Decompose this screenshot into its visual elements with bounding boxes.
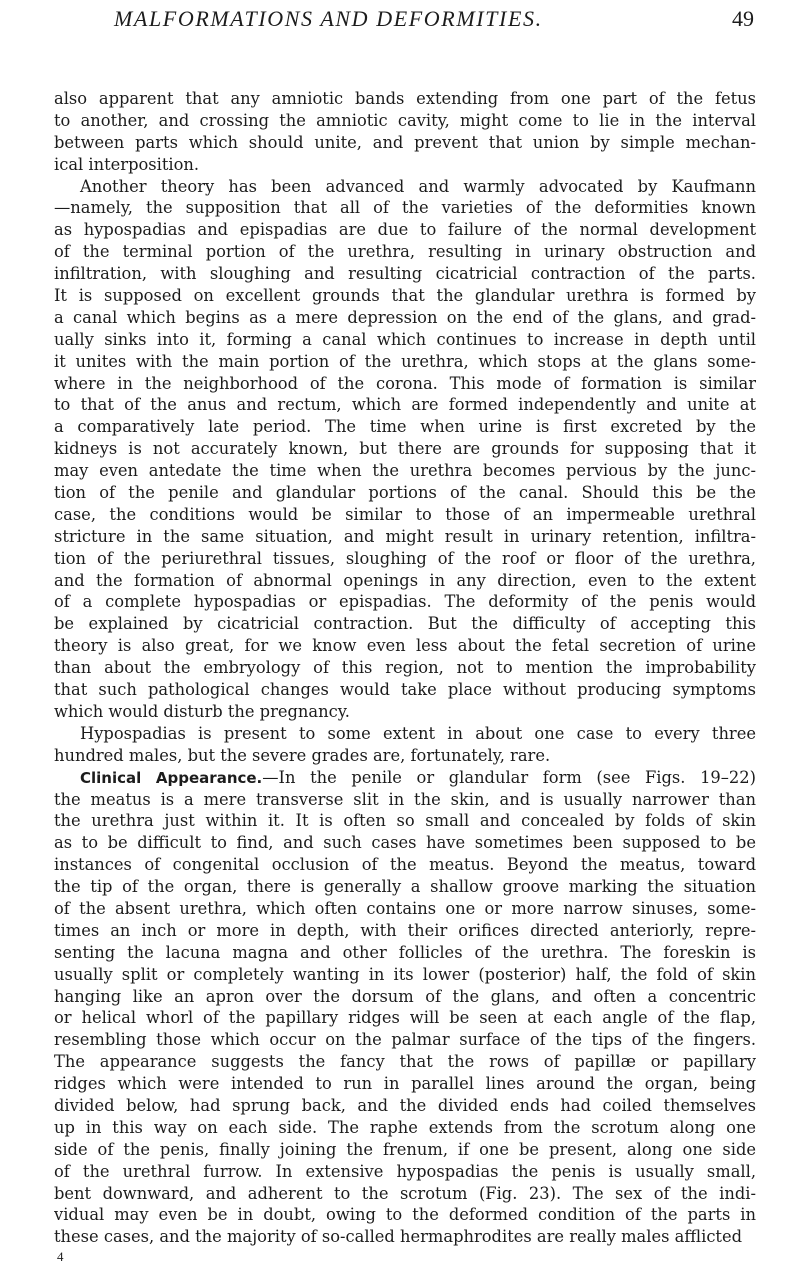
text-line: tion of the penile and glandular portions of the canal. Should this be the [54,483,756,503]
text-line: to that of the anus and rectum, which are formed independently and unite at [54,395,756,415]
text-line: —namely, the supposition that all of the varieties of the deformities known [54,198,756,218]
text-line: may even antedate the time when the urethra becomes pervious by the junc- [54,461,756,481]
body-text [54,88,756,1248]
text-line: instances of congenital occlusion of the meatus. Beyond the meatus, toward [54,855,756,875]
text-line: be explained by cicatricial contraction. But the difficulty of accepting this [54,614,756,634]
text-line [54,767,756,789]
text-line: resembling those which occur on the palmar surface of the tips of the fingers. [54,1030,756,1050]
text-line: or helical whorl of the papillary ridges will be seen at each angle of the flap, [54,1008,756,1028]
text-line: The appearance suggests the fancy that the rows of papillæ or papillary [54,1052,756,1072]
text-line: where in the neighborhood of the corona. This mode of formation is similar [54,373,756,393]
text-line: times an inch or more in depth, with their orifices directed anteriorly, repre- [54,920,756,940]
text-line: of the absent urethra, which often contains one or more narrow sinuses, some- [54,898,756,918]
text-line: It is supposed on excellent grounds that the glandular urethra is formed by [54,286,756,306]
text-line: infiltration, with sloughing and resulting cicatricial contraction of the parts. [54,264,756,284]
text-line: than about the embryology of this region, not to mention the improbability [54,658,756,678]
text-line: usually split or completely wanting in its lower (posterior) half, the fold of skin [54,964,756,984]
text-line: which would disturb the pregnancy. [54,701,350,721]
text-line: tion of the periurethral tissues, sloughing of the roof or floor of the urethra, [54,548,756,568]
text-line: ridges which were intended to run in parallel lines around the organ, being [54,1074,756,1094]
text-line: to another, and crossing the amniotic cavity, might come to lie in the interval [54,110,756,130]
line-text: —In the penile or glandular form (see Figs. 19–22) [262,767,756,787]
text-line: side of the penis, finally joining the frenum, if one be present, along one side [54,1139,756,1159]
section-heading: Clinical Appearance. [80,768,263,787]
paragraph [54,723,756,767]
text-line: divided below, had sprung back, and the divided ends had coiled themselves [54,1095,756,1115]
text-line: ical interposition. [54,154,200,174]
text-line: hundred males, but the severe grades are, fortunately, rare. [54,745,551,765]
paragraph [54,767,756,1249]
text-line: ually sinks into it, forming a canal which continues to increase in depth until [54,329,756,349]
text-line: of a complete hypospadias or epispadias. The deformity of the penis would [54,592,756,612]
text-line: of the terminal portion of the urethra, resulting in urinary obstruction and [54,242,756,262]
text-line: these cases, and the majority of so-called hermaphrodites are really males afflicted [54,1227,743,1247]
text-line: kidneys is not accurately known, but there are grounds for supposing that it [54,439,756,459]
text-line: that such pathological changes would take place without producing symptoms [54,680,756,700]
paragraph [54,88,756,176]
text-line: Another theory has been advanced and warmly advocated by Kaufmann [80,176,756,196]
text-line: vidual may even be in doubt, owing to the deformed condition of the parts in [54,1205,756,1225]
signature-mark: 4 [57,1249,64,1264]
text-line: a comparatively late period. The time when urine is first excreted by the [54,417,756,437]
text-line: a canal which begins as a mere depression on the end of the glans, and grad- [54,307,756,327]
page-number: 49 [732,6,754,31]
text-line: as to be difficult to find, and such cases have sometimes been supposed to be [54,833,756,853]
text-line: theory is also great, for we know even less about the fetal secretion of urine [54,636,756,656]
text-line: it unites with the main portion of the urethra, which stops at the glans some- [54,351,756,371]
text-line: and the formation of abnormal openings in any direction, even to the extent [54,570,756,590]
text-line: Hypospadias is present to some extent in about one case to every three [80,723,756,743]
text-line: the tip of the organ, there is generally a shallow groove marking the situation [54,877,756,897]
text-line: senting the lacuna magna and other follicles of the urethra. The foreskin is [54,942,756,962]
text-line: between parts which should unite, and prevent that union by simple mechan- [54,132,756,152]
text-line: stricture in the same situation, and might result in urinary retention, infiltra- [54,526,756,546]
text-line: of the urethral furrow. In extensive hypospadias the penis is usually small, [54,1161,756,1181]
text-line: case, the conditions would be similar to those of an impermeable urethral [54,504,756,524]
text-line: hanging like an apron over the dorsum of the glans, and often a concentric [54,986,756,1006]
text-line: up in this way on each side. The raphe extends from the scrotum along one [54,1117,756,1137]
text-line: the urethra just within it. It is often so small and concealed by folds of skin [54,811,756,831]
running-title: MALFORMATIONS AND DEFORMITIES. [114,6,543,31]
text-line: as hypospadias and epispadias are due to failure of the normal development [54,220,756,240]
paragraph [54,176,756,723]
running-head [0,4,800,34]
text-line: also apparent that any amniotic bands extending from one part of the fetus [54,89,756,108]
text-line: the meatus is a mere transverse slit in the skin, and is usually narrower than [54,789,756,809]
text-line: bent downward, and adherent to the scrotum (Fig. 23). The sex of the indi- [54,1183,756,1203]
